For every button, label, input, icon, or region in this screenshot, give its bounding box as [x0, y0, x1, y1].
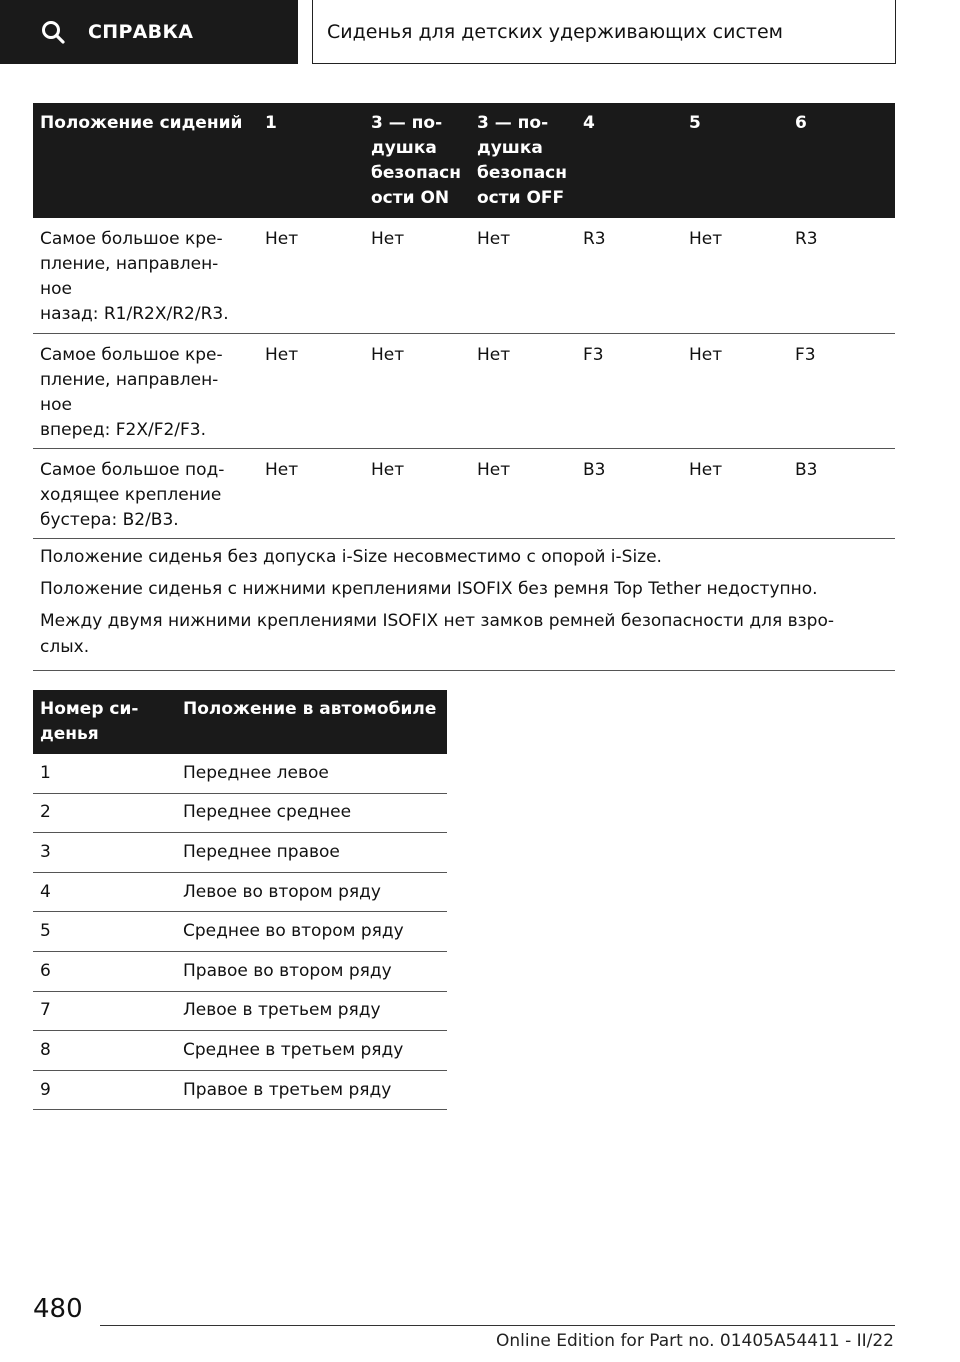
page-title: Сиденья для детских удерживающих систем: [312, 0, 896, 64]
table-row: [33, 334, 895, 449]
table-notes: [33, 539, 895, 671]
table-cell: F3: [583, 345, 604, 365]
table-cell: Левое во втором ряду: [183, 881, 381, 902]
table-cell: 5: [40, 921, 51, 942]
seat-numbers-table: [33, 690, 447, 1110]
table-cell: Нет: [265, 460, 299, 480]
table-cell: R3: [795, 229, 818, 249]
table-header: [33, 690, 447, 754]
table-cell: 3: [40, 841, 51, 862]
table-row: [33, 873, 447, 913]
note-text: Положение сиденья без допуска i-Size несовместимо с опорой i-Size.: [40, 547, 662, 567]
table-cell: Правое во втором ряду: [183, 960, 392, 981]
header-cell: 4: [583, 113, 595, 133]
header-cell: 5: [689, 113, 701, 133]
table-row: [33, 833, 447, 873]
table-cell: Нет: [689, 229, 723, 249]
table-cell: Нет: [371, 345, 405, 365]
table-cell: Нет: [477, 460, 511, 480]
table-cell: Нет: [689, 345, 723, 365]
table-cell: Среднее в третьем ряду: [183, 1039, 404, 1060]
table-cell: Переднее среднее: [183, 802, 352, 823]
table-cell: Левое в третьем ряду: [183, 1000, 381, 1021]
table-cell: 1: [40, 762, 51, 783]
header-cell: Положение в автомобиле: [183, 699, 437, 719]
table-cell: R3: [583, 229, 606, 249]
table-row: [33, 754, 447, 794]
table-cell: B3: [583, 460, 606, 480]
table-cell: 7: [40, 1000, 51, 1021]
table-cell: 6: [40, 960, 51, 981]
table-cell: Нет: [477, 345, 511, 365]
table-cell: Нет: [689, 460, 723, 480]
search-icon: [40, 19, 66, 45]
table-cell: Самое большое кре- пление, направлен- ное вперед: F2X/F2/F3.: [40, 345, 223, 440]
table-row: [33, 992, 447, 1032]
table-cell: 4: [40, 881, 51, 902]
section-tab-reference[interactable]: [0, 0, 298, 64]
table-cell: Нет: [371, 460, 405, 480]
table-row: [33, 1071, 447, 1111]
table-cell: Переднее левое: [183, 762, 329, 783]
header-cell: Номер си- денья: [40, 699, 139, 744]
table-cell: Нет: [265, 345, 299, 365]
header-cell: 1: [265, 113, 277, 133]
table-cell: Самое большое кре- пление, направлен- ное назад: R1/R2X/R2/R3.: [40, 229, 229, 324]
table-cell: 8: [40, 1039, 51, 1060]
table-row: [33, 794, 447, 834]
header-cell: 3 — по- душка безопасн ости ON: [371, 113, 461, 208]
table-row: [33, 449, 895, 539]
table-row: [33, 218, 895, 334]
section-label: СПРАВКА: [88, 21, 194, 43]
table-cell: Нет: [371, 229, 405, 249]
table-cell: Самое большое под- ходящее крепление бустера: B2/B3.: [40, 460, 225, 530]
header-cell: 3 — по- душка безопасн ости OFF: [477, 113, 567, 208]
table-cell: Нет: [265, 229, 299, 249]
table-cell: B3: [795, 460, 818, 480]
footer-divider: [100, 1325, 895, 1326]
table-cell: Переднее правое: [183, 841, 340, 862]
edition-text: Online Edition for Part no. 01405A54411 - II/22: [495, 1331, 894, 1351]
table-cell: F3: [795, 345, 816, 365]
table-cell: Среднее во втором ряду: [183, 921, 404, 942]
table-cell: 2: [40, 802, 51, 823]
table-cell: Нет: [477, 229, 511, 249]
header-cell: 6: [795, 113, 807, 133]
table-row: [33, 912, 447, 952]
table-cell: Правое в третьем ряду: [183, 1079, 392, 1100]
page-number: 480: [33, 1294, 83, 1324]
table-row: [33, 1031, 447, 1071]
note-text: Положение сиденья с нижними креплениями ISOFIX без ремня Top Tether недоступно.: [40, 579, 818, 599]
table-header: [33, 103, 895, 218]
seat-positions-table: [33, 103, 895, 671]
note-text: Между двумя нижними креплениями ISOFIX нет замков ремней безопасности для взро- слых.: [40, 611, 834, 657]
table-cell: 9: [40, 1079, 51, 1100]
header-cell: Положение сидений: [40, 113, 243, 133]
table-row: [33, 952, 447, 992]
